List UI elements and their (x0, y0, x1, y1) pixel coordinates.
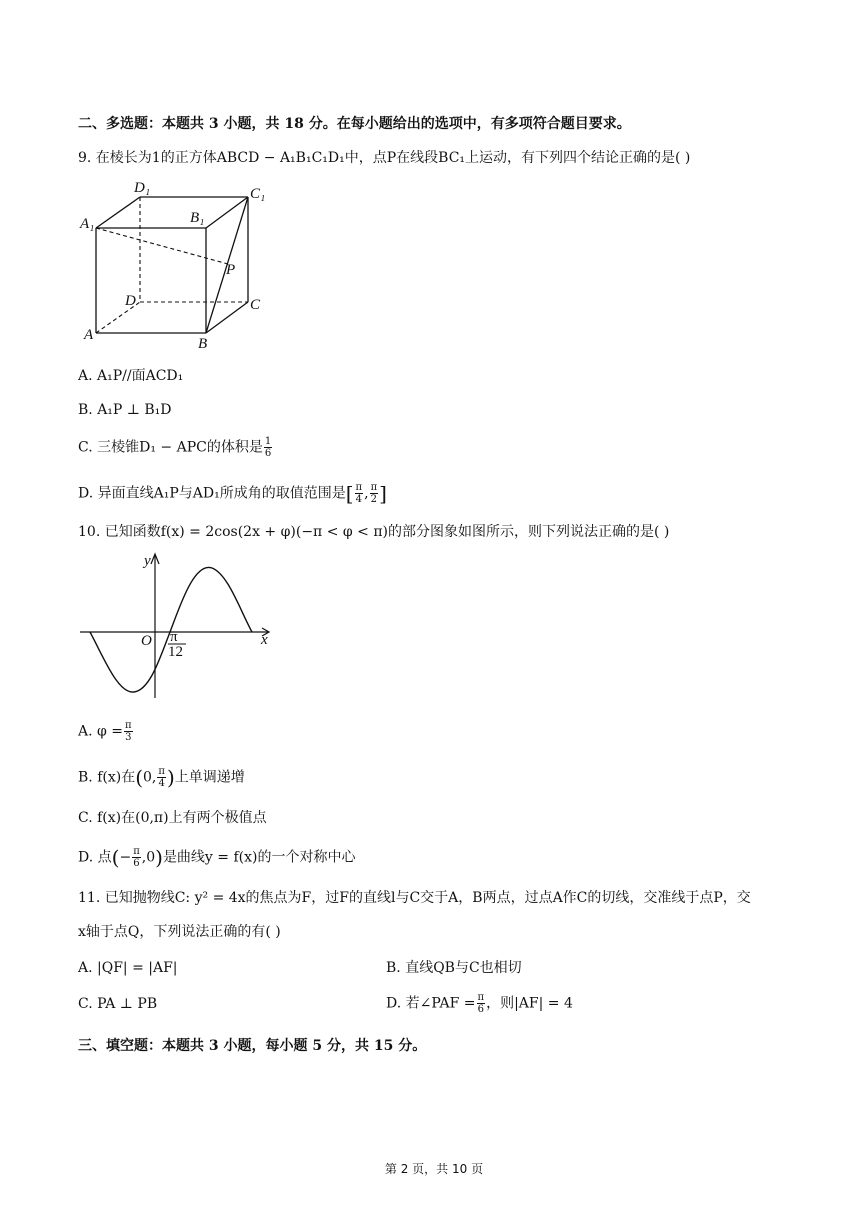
q11-stem-line1: 11. 已知抛物线C: y² = 4x的焦点为F，过F的直线l与C交于A，B两点，过点A作C的切线，交准线于点P，交 (78, 890, 751, 906)
fraction: $\frac{\pi}{4}$ (158, 766, 165, 789)
q11-option-b: B. 直线QB与C也相切 (386, 960, 522, 976)
cube-figure (78, 178, 278, 350)
fraction: $\frac{\pi}{4}$ (355, 482, 363, 505)
tick-12: 12 (168, 644, 183, 660)
q9-option-d: D. 异面直线A₁P与AD₁所成角的取值范围是[ $\frac{\pi}{4}$ , $\frac{\pi}{2}$ ] (78, 481, 387, 506)
q10-option-b: B. f(x)在(0, $\frac{\pi}{4}$ )上单调递增 (78, 765, 245, 790)
q11-option-d-suffix: ，则|AF| = 4 (486, 995, 573, 1012)
tick-pi: π (170, 629, 178, 645)
q11-option-d (386, 992, 573, 1015)
label-c1: C₁ (250, 186, 266, 202)
q10-option-b-text: B. f(x)在 (78, 769, 136, 786)
q10-option-d-suffix: 是曲线y = f(x)的一个对称中心 (162, 849, 356, 866)
q10-option-b-suffix: 上单调递增 (174, 769, 245, 786)
label-a: A (84, 327, 94, 343)
q9-option-a: A. A₁P//面ACD₁ (78, 368, 184, 384)
label-d1: D₁ (134, 180, 151, 196)
label-b: B (198, 336, 208, 350)
fraction: $\frac{1}{6}$ (264, 436, 272, 459)
q10-option-c: C. f(x)在(0,π)上有两个极值点 (78, 810, 267, 826)
label-p: P (226, 262, 236, 278)
function-graph (78, 548, 278, 700)
label-d: D (125, 293, 136, 309)
q9-option-d-text: D. 异面直线A₁P与AD₁所成角的取值范围是 (78, 485, 346, 502)
q11-stem-line2: x轴于点Q，下列说法正确的有( ) (78, 924, 281, 940)
section-3-heading: 三、填空题：本题共 3 小题，每小题 5 分，共 15 分。 (78, 1038, 427, 1054)
fraction: $\frac{\pi}{6}$ (477, 992, 485, 1015)
label-c: C (250, 297, 261, 313)
q10-option-d-text: D. 点 (78, 849, 112, 866)
q10-option-a (78, 720, 134, 743)
q10-option-d: D. 点(− $\frac{\pi}{6}$ ,0)是曲线y = f(x)的一个对称中心 (78, 845, 356, 870)
q9-option-c-text: C. 三棱锥D₁ − APC的体积是 (78, 439, 263, 456)
section-2-heading: 二、多选题：本题共 3 小题，共 18 分。在每小题给出的选项中，有多项符合题目要求。 (78, 116, 631, 132)
fraction: $\frac{\pi}{2}$ (370, 482, 378, 505)
q9-option-c (78, 436, 273, 459)
label-b1: B₁ (190, 210, 205, 226)
q9-option-b: B. A₁P ⊥ B₁D (78, 402, 172, 418)
page-footer: 第 2 页，共 10 页 (384, 1162, 484, 1176)
q11-option-a: A. |QF| = |AF| (78, 960, 178, 976)
q11-option-c: C. PA ⊥ PB (78, 996, 158, 1012)
q11-option-d-text: D. 若∠PAF = (386, 995, 476, 1012)
x-axis-label: x (261, 632, 268, 648)
y-axis-label: y (144, 553, 151, 569)
fraction: $\frac{\pi}{6}$ (133, 846, 140, 869)
q9-stem: 9. 在棱长为1的正方体ABCD − A₁B₁C₁D₁中，点P在线段BC₁上运动，有下列四个结论正确的是( ) (78, 150, 691, 166)
q10-option-a-text: A. φ = (78, 723, 123, 740)
fraction: $\frac{\pi}{3}$ (125, 720, 132, 743)
q10-stem: 10. 已知函数f(x) = 2cos(2x + φ)(−π < φ < π)的部分图象如图所示，则下列说法正确的是( ) (78, 524, 670, 540)
label-a1: A₁ (80, 216, 95, 232)
origin-label: O (141, 633, 152, 649)
